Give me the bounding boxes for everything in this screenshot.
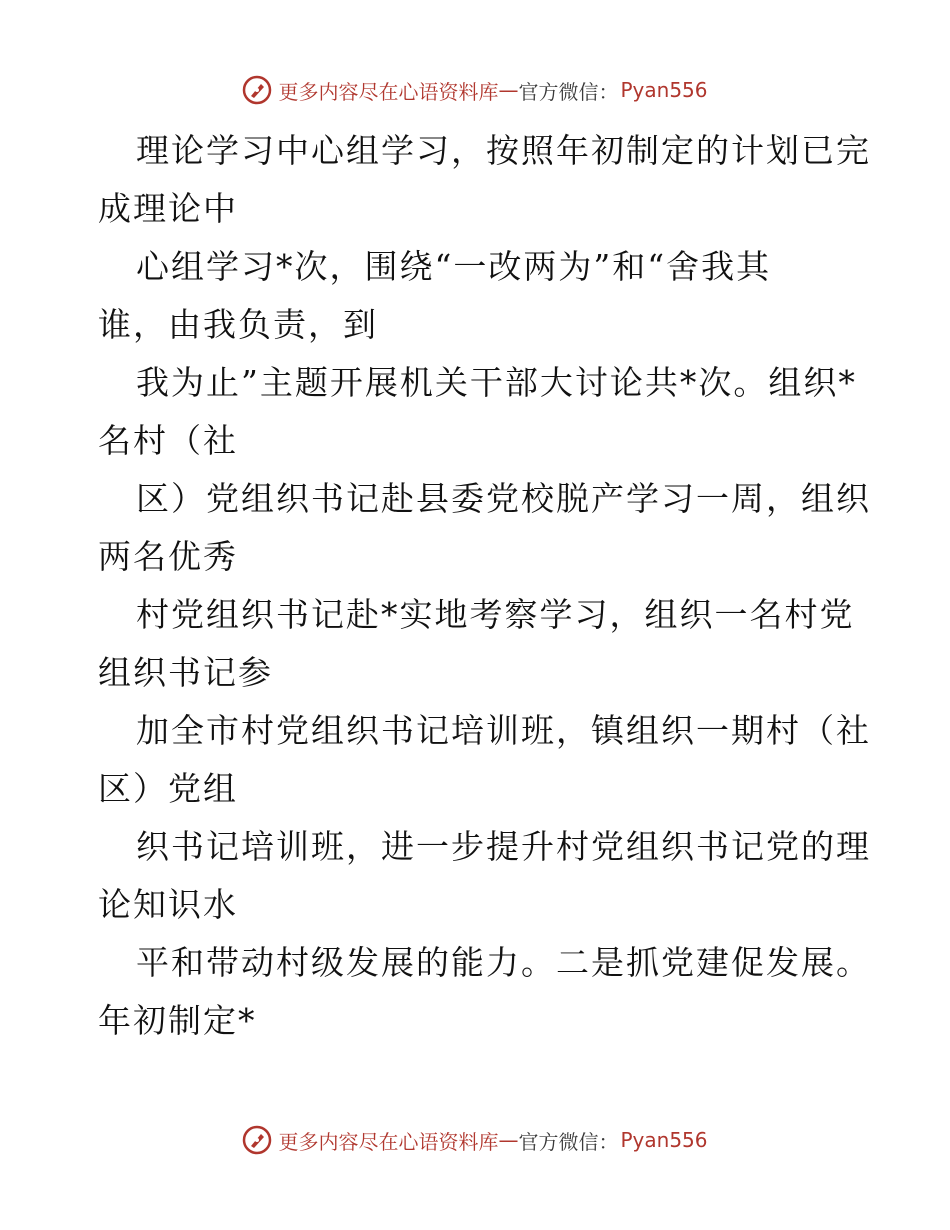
banner-account: Pyan556 — [620, 1128, 708, 1152]
text-line: 年初制定* — [98, 1001, 257, 1040]
banner-separator: — — [498, 78, 519, 102]
text-line: 成理论中 — [98, 189, 238, 228]
document-body — [98, 122, 871, 1050]
text-line: 名村（社 — [98, 421, 238, 460]
text-line: 心组学习*次，围绕“一改两为”和“舍我其 — [136, 247, 772, 286]
text-line: 区）党组织书记赴县委党校脱产学习一周，组织 — [136, 479, 871, 518]
text-line: 村党组织书记赴*实地考察学习，组织一名村党 — [136, 595, 855, 634]
banner-channel: 官方微信： — [518, 79, 619, 104]
banner-separator: — — [498, 1128, 519, 1152]
text-line: 两名优秀 — [98, 537, 238, 576]
text-line: 我为止”主题开展机关干部大讨论共*次。组织* — [136, 363, 857, 402]
text-line: 织书记培训班，进一步提升村党组织书记党的理 — [136, 827, 871, 866]
banner-channel: 官方微信： — [518, 1129, 619, 1154]
text-line: 谁，由我负责，到 — [98, 305, 378, 344]
footer-banner — [0, 1120, 950, 1160]
banner-title: 更多内容尽在心语资料库 — [278, 79, 499, 104]
text-line: 加全市村党组织书记培训班，镇组织一期村（社 — [136, 711, 871, 750]
header-banner — [0, 70, 950, 110]
text-line: 平和带动村级发展的能力。二是抓党建促发展。 — [136, 943, 871, 982]
banner-account: Pyan556 — [620, 78, 708, 102]
pen-nib-logo-icon — [242, 1125, 272, 1155]
pen-nib-logo-icon — [242, 75, 272, 105]
text-line: 论知识水 — [98, 885, 238, 924]
banner-title: 更多内容尽在心语资料库 — [278, 1129, 499, 1154]
text-line: 理论学习中心组学习，按照年初制定的计划已完 — [136, 131, 871, 170]
text-line: 组织书记参 — [98, 653, 273, 692]
text-line: 区）党组 — [98, 769, 238, 808]
